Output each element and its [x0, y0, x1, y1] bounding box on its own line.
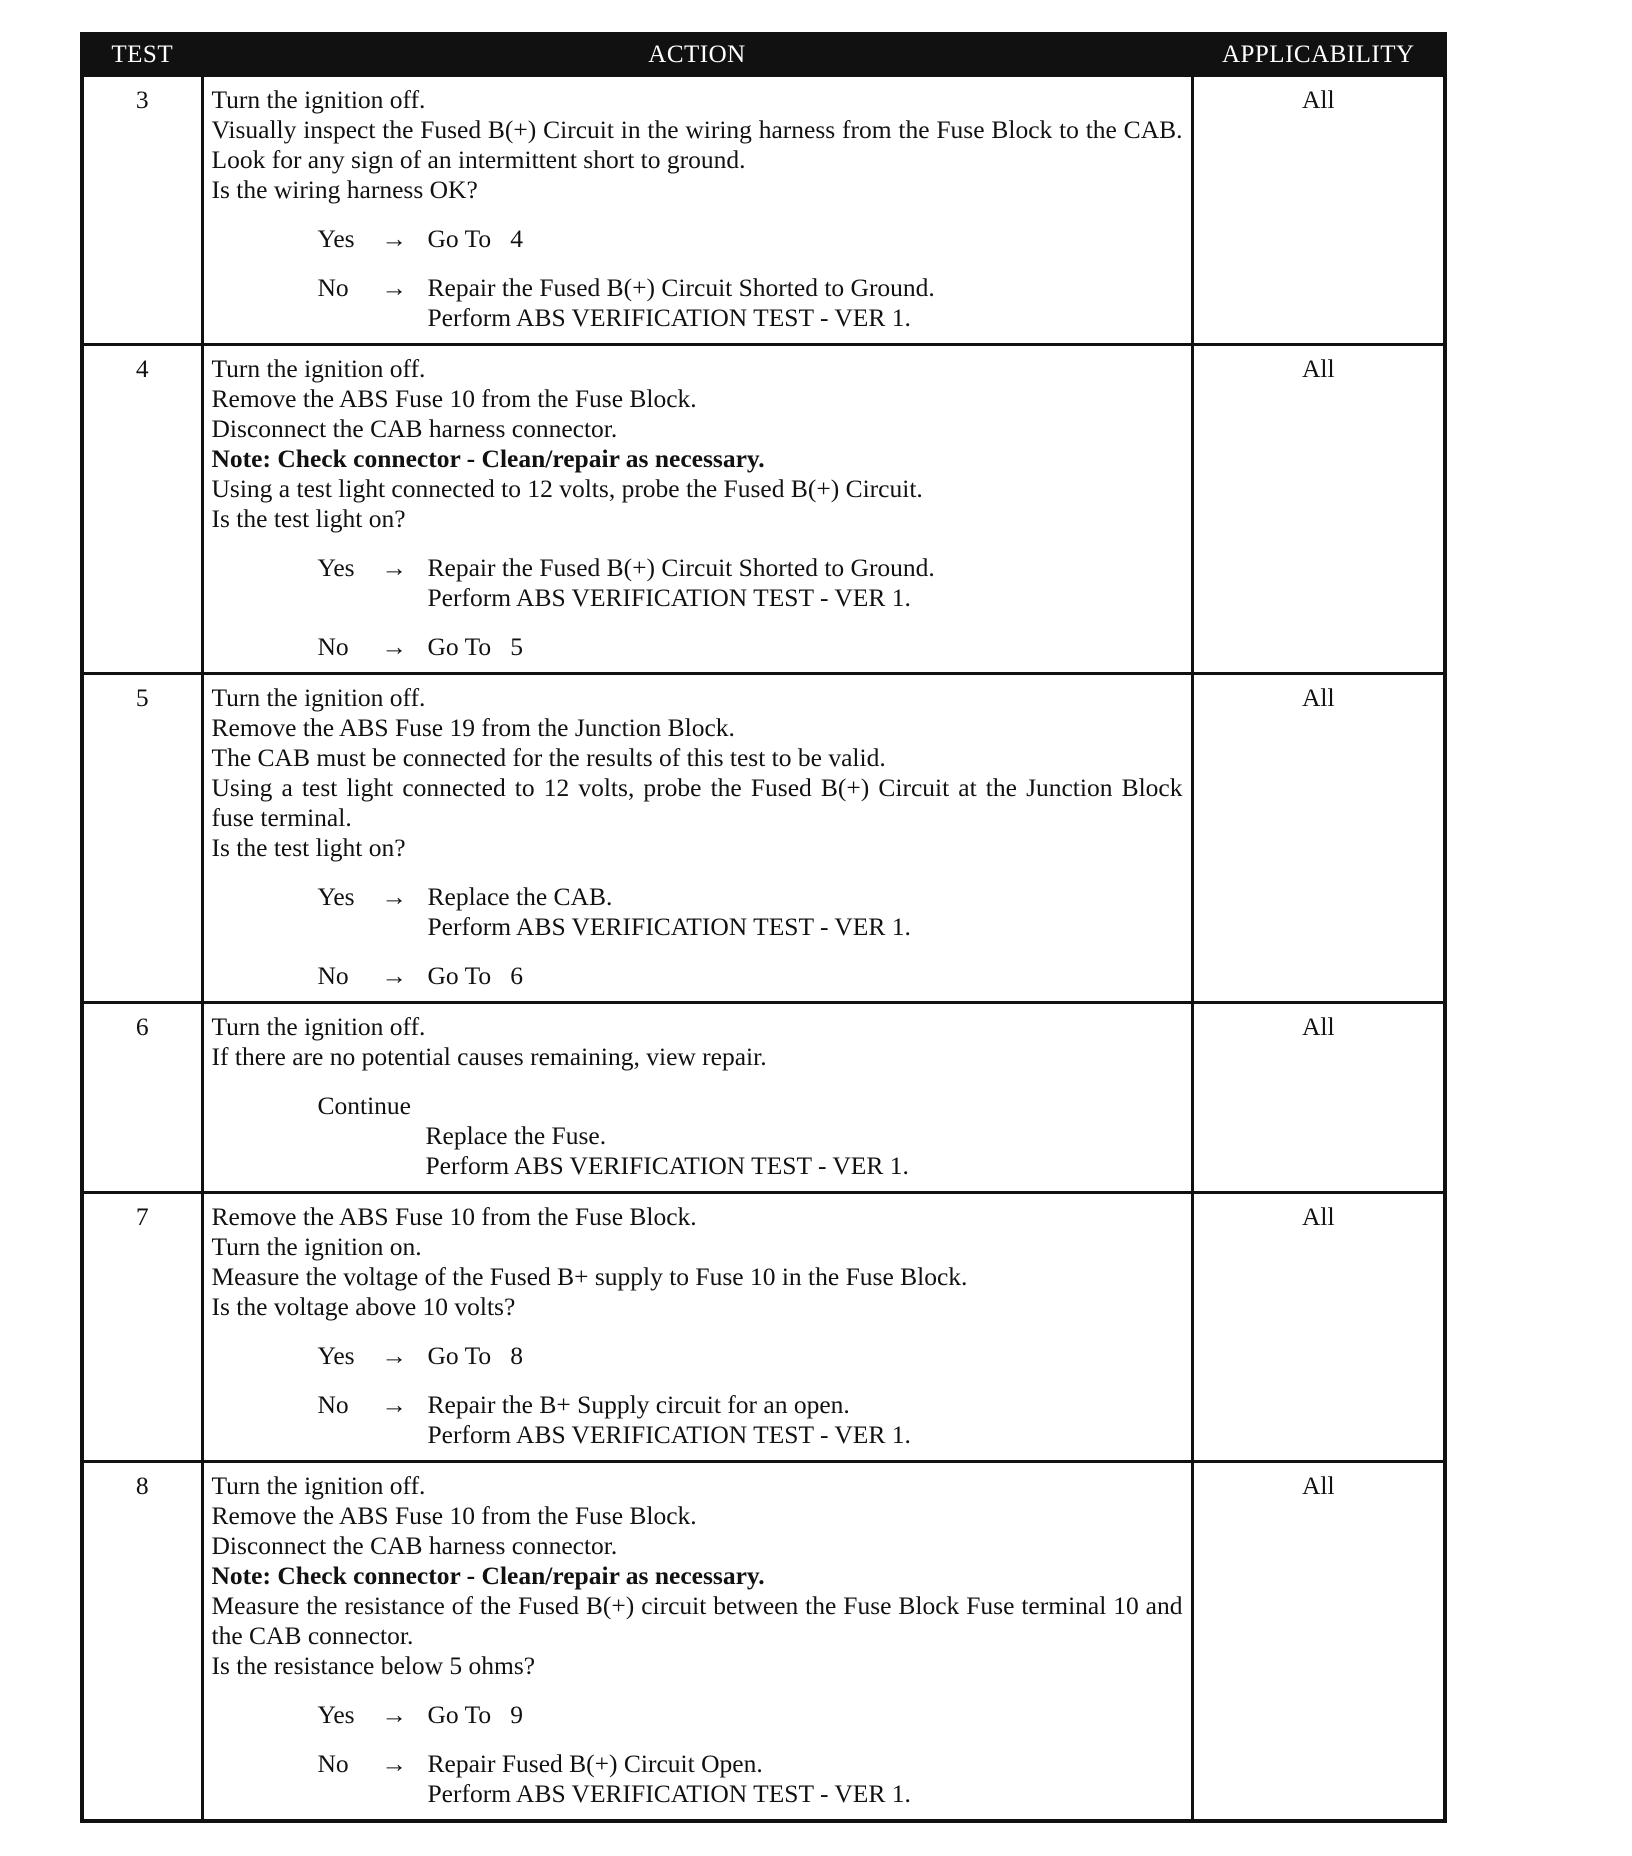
action-cell [202, 1003, 1192, 1193]
note-line: Note: Check connector - Clean/repair as necessary. [211, 1561, 765, 1590]
action-line: Turn the ignition off. [211, 1012, 426, 1041]
no-branch [212, 632, 1183, 662]
action-line: Remove the ABS Fuse 10 from the Fuse Block. [211, 384, 697, 413]
action-line: Remove the ABS Fuse 10 from the Fuse Block. [211, 1501, 697, 1530]
branch-line: Perform ABS VERIFICATION TEST - VER 1. [427, 303, 911, 332]
branch-line: Perform ABS VERIFICATION TEST - VER 1. [427, 583, 911, 612]
yes-branch [212, 224, 1183, 254]
action-line: Disconnect the CAB harness connector. [211, 414, 618, 443]
test-number: 7 [82, 1193, 202, 1462]
action-line: The CAB must be connected for the results of this test to be valid. [211, 743, 886, 772]
header-test: TEST [82, 34, 202, 76]
no-branch [212, 273, 1183, 333]
branch-result [428, 1700, 1183, 1730]
diagnostic-table [80, 32, 1447, 1823]
yes-branch [212, 553, 1183, 613]
table-row [82, 1462, 1445, 1822]
yes-label: Yes [317, 553, 355, 582]
branch-line: Repair the B+ Supply circuit for an open. [427, 1390, 850, 1419]
right-arrow-icon: → [381, 1390, 407, 1419]
yes-label: Yes [317, 224, 355, 253]
applicability-cell: All [1192, 345, 1445, 674]
right-arrow-icon: → [381, 1749, 407, 1778]
test-number: 8 [82, 1462, 202, 1822]
action-line: If there are no potential causes remaining, view repair. [211, 1042, 767, 1071]
action-line: Disconnect the CAB harness connector. [211, 1531, 618, 1560]
branch-line: Perform ABS VERIFICATION TEST - VER 1. [427, 1420, 911, 1449]
document-page [80, 32, 1443, 1823]
action-line: Turn the ignition on. [211, 1232, 422, 1261]
action-cell [202, 674, 1192, 1003]
applicability-cell: All [1192, 76, 1445, 345]
test-number: 5 [82, 674, 202, 1003]
no-label: No [317, 1749, 349, 1778]
action-cell [202, 1193, 1192, 1462]
no-branch [212, 961, 1183, 991]
action-line: Using a test light connected to 12 volts, probe the Fused B(+) Circuit at the Junction Block fuse terminal. [211, 773, 1183, 832]
branch-result [428, 961, 1183, 991]
action-line: Is the wiring harness OK? [211, 175, 478, 204]
branch-line: Repair the Fused B(+) Circuit Shorted to Ground. [427, 553, 935, 582]
table-row [82, 1193, 1445, 1462]
action-line: Is the test light on? [211, 833, 406, 862]
action-cell [202, 1462, 1192, 1822]
branch-line: Replace the CAB. [427, 882, 613, 911]
yes-branch [212, 1341, 1183, 1371]
header-applicability: APPLICABILITY [1192, 34, 1445, 76]
branch-line: Perform ABS VERIFICATION TEST - VER 1. [425, 1151, 909, 1180]
applicability-cell: All [1192, 1462, 1445, 1822]
action-line: Turn the ignition off. [211, 85, 426, 114]
branch-result [428, 882, 1183, 942]
branch-line: Go To 6 [427, 961, 524, 990]
yes-label: Yes [317, 882, 355, 911]
action-line: Measure the voltage of the Fused B+ supply to Fuse 10 in the Fuse Block. [211, 1262, 968, 1291]
right-arrow-icon: → [381, 1700, 407, 1729]
table-row [82, 674, 1445, 1003]
branch-line: Go To 5 [427, 632, 524, 661]
note-line: Note: Check connector - Clean/repair as necessary. [211, 444, 765, 473]
right-arrow-icon: → [381, 961, 407, 990]
applicability-cell: All [1192, 1193, 1445, 1462]
branch-result [428, 224, 1183, 254]
right-arrow-icon: → [381, 632, 407, 661]
branch-line: Go To 4 [427, 224, 524, 253]
applicability-cell: All [1192, 674, 1445, 1003]
action-line: Using a test light connected to 12 volts, probe the Fused B(+) Circuit. [211, 474, 923, 503]
branch-line: Perform ABS VERIFICATION TEST - VER 1. [427, 912, 911, 941]
action-line: Remove the ABS Fuse 10 from the Fuse Block. [211, 1202, 697, 1231]
action-line: Remove the ABS Fuse 19 from the Junction Block. [211, 713, 735, 742]
branch-result [428, 273, 1183, 333]
branch-result [428, 1390, 1183, 1450]
test-number: 6 [82, 1003, 202, 1193]
header-action: ACTION [202, 34, 1192, 76]
action-line: Turn the ignition off. [211, 683, 426, 712]
branch-line: Repair Fused B(+) Circuit Open. [427, 1749, 763, 1778]
no-label: No [317, 1390, 349, 1419]
action-cell [202, 345, 1192, 674]
action-line: Measure the resistance of the Fused B(+) circuit between the Fuse Block Fuse terminal 10 and the CAB connector. [211, 1591, 1183, 1650]
branch-result [428, 553, 1183, 613]
continue-label: Continue [317, 1091, 411, 1120]
test-number: 4 [82, 345, 202, 674]
action-line: Visually inspect the Fused B(+) Circuit in the wiring harness from the Fuse Block to the CAB. Look for any sign of an intermittent short to ground. [211, 115, 1183, 174]
right-arrow-icon: → [381, 1341, 407, 1370]
no-label: No [317, 632, 349, 661]
right-arrow-icon: → [381, 882, 407, 911]
branch-line: Replace the Fuse. [425, 1121, 607, 1150]
right-arrow-icon: → [381, 224, 407, 253]
applicability-cell: All [1192, 1003, 1445, 1193]
table-row [82, 76, 1445, 345]
branch-result [428, 1341, 1183, 1371]
yes-label: Yes [317, 1341, 355, 1370]
branch-line: Go To 8 [427, 1341, 524, 1370]
table-row [82, 1003, 1445, 1193]
action-line: Is the test light on? [211, 504, 406, 533]
branch-result [428, 1749, 1183, 1809]
branch-line: Repair the Fused B(+) Circuit Shorted to Ground. [427, 273, 935, 302]
branch-result [428, 632, 1183, 662]
action-line: Is the resistance below 5 ohms? [211, 1651, 536, 1680]
no-branch [212, 1390, 1183, 1450]
action-line: Turn the ignition off. [211, 1471, 426, 1500]
table-row [82, 345, 1445, 674]
right-arrow-icon: → [381, 273, 407, 302]
no-branch [212, 1749, 1183, 1809]
yes-branch [212, 882, 1183, 942]
yes-branch [212, 1700, 1183, 1730]
branch-line: Perform ABS VERIFICATION TEST - VER 1. [427, 1779, 911, 1808]
right-arrow-icon: → [381, 553, 407, 582]
branch-line: Go To 9 [427, 1700, 524, 1729]
no-label: No [317, 273, 349, 302]
continue-branch [212, 1091, 1183, 1181]
yes-label: Yes [317, 1700, 355, 1729]
no-label: No [317, 961, 349, 990]
test-number: 3 [82, 76, 202, 345]
header-row [82, 34, 1445, 76]
action-line: Is the voltage above 10 volts? [211, 1292, 516, 1321]
action-cell [202, 76, 1192, 345]
action-line: Turn the ignition off. [211, 354, 426, 383]
